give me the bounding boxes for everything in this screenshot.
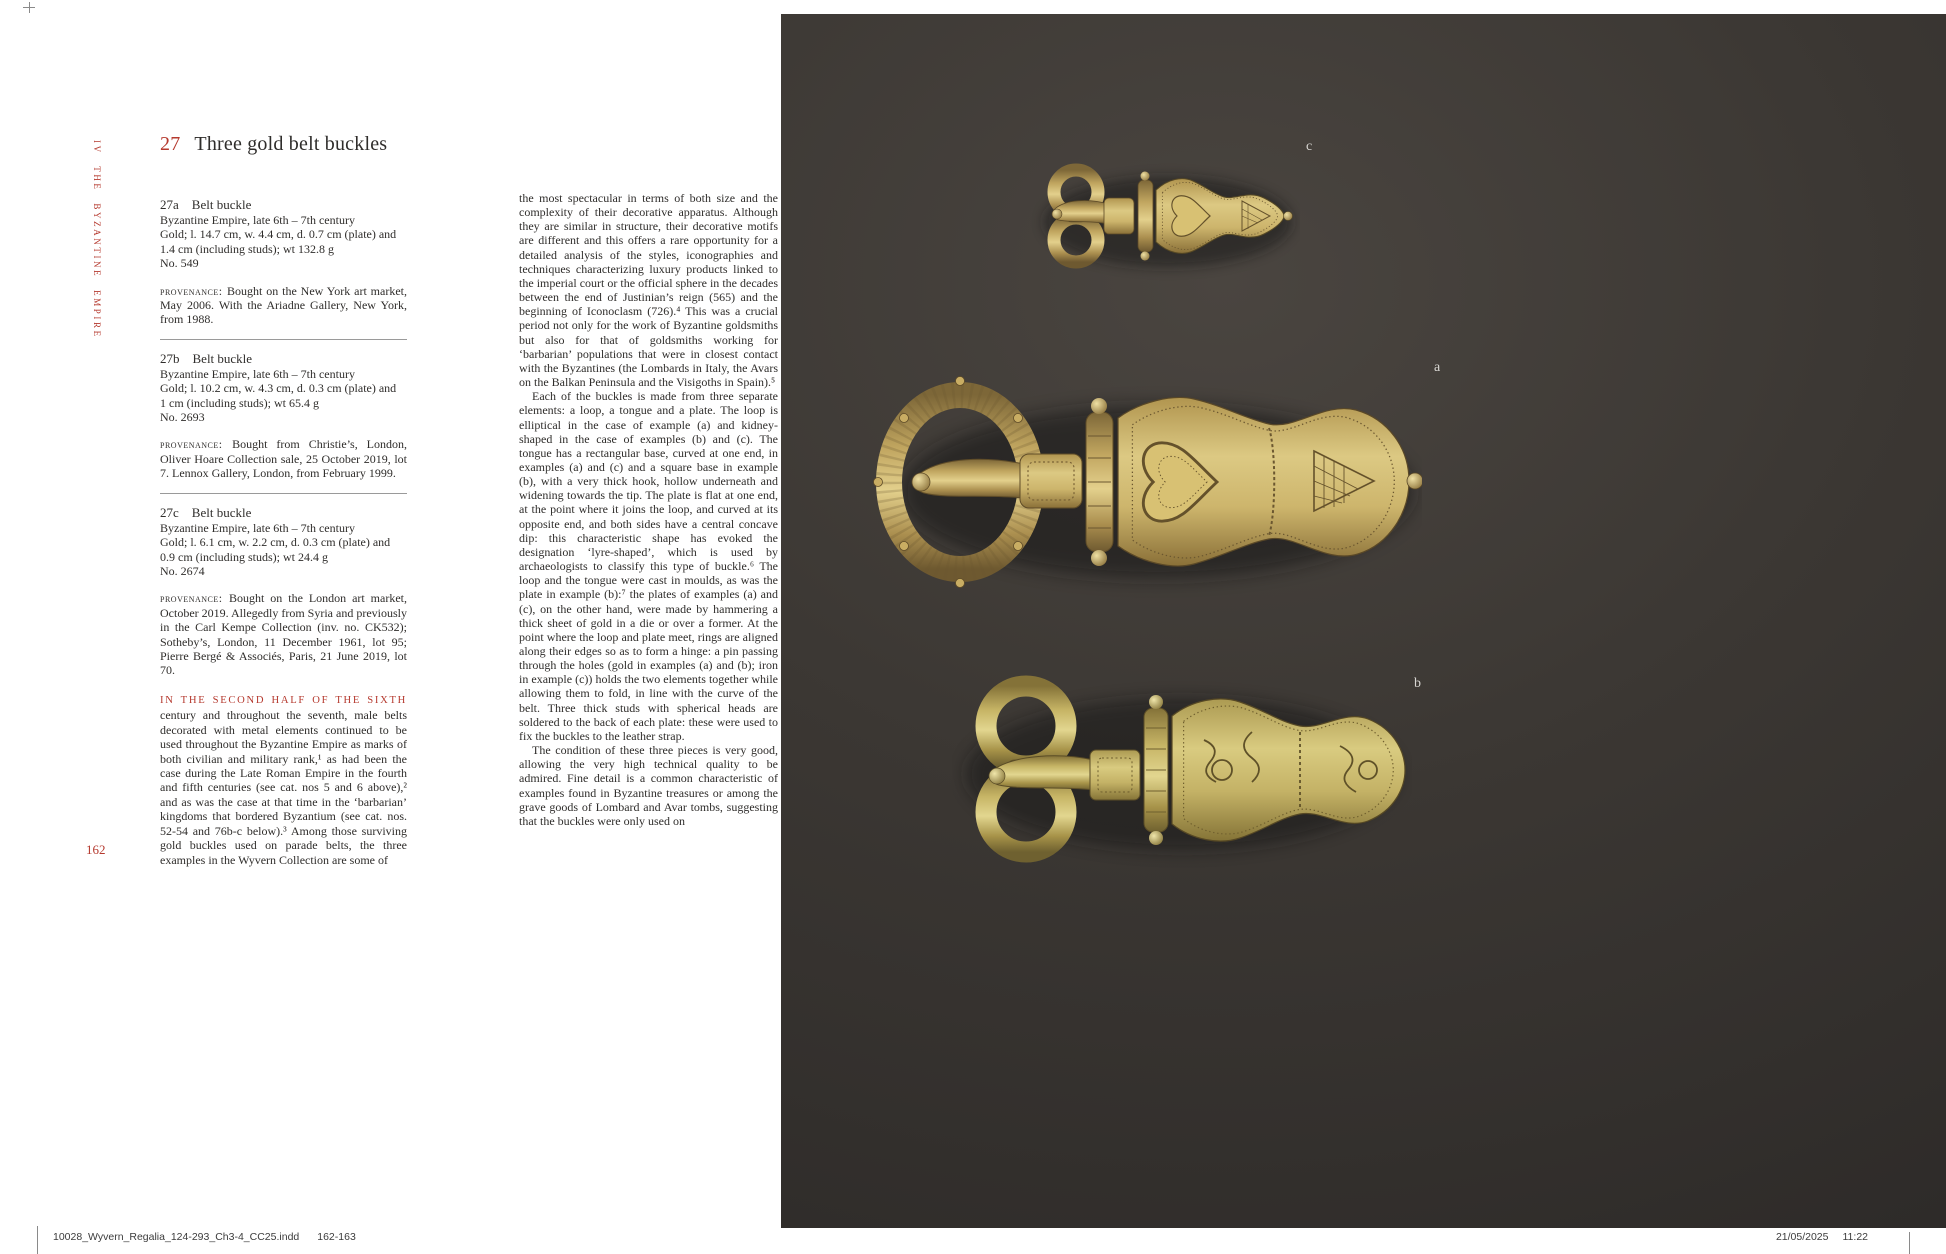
chapter-sidebar-label: IV THE BYZANTINE EMPIRE — [92, 140, 102, 339]
print-date: 21/05/2025 — [1775, 1231, 1829, 1243]
entry-detail-line: 0.9 cm (including studs); wt 24.4 g — [160, 549, 328, 564]
essay-text-col1: century and throughout the seventh, male belts decorated with metal elements continued to be used throughout the Byzantine Empire as marks of both civilian and military rank,¹ as had been the case during the Late Roman Empire in the fourth and fifth centuries (see cat. nos 5 and 6 above),² and as was the case at that time in the ‘barbarian’ kingdoms that bordered Byzantium (see cat. nos. 52-54 and 76b-c below).³ Among those surviving gold buckles used on parade belts, the three examples in the Wyvern Collection are some of — [160, 708, 407, 867]
spread-page-range: 162-163 — [317, 1231, 356, 1243]
figure-label-b: b — [1414, 676, 1421, 691]
provenance-label: provenance: — [160, 283, 228, 298]
essay-opening-paragraph — [160, 692, 407, 867]
entry-detail-line: No. 2674 — [160, 563, 205, 578]
entry-detail-line: 1 cm (including studs); wt 65.4 g — [160, 395, 319, 410]
page-number: 162 — [86, 842, 106, 857]
provenance-label: provenance: — [160, 591, 230, 606]
prepress-footer-left — [53, 1231, 356, 1243]
crop-mark-top-left-horizontal — [23, 7, 35, 8]
entry-detail-line: No. 549 — [160, 256, 199, 271]
plate-photograph — [781, 14, 1946, 1228]
provenance-label: provenance: — [160, 437, 233, 452]
provenance-text: Bought on the New York art market, May 2006. With the Ariadne Gallery, New York, from 1988. — [160, 283, 407, 327]
entry-id: 27a — [160, 197, 179, 212]
entry-object-name: Belt buckle — [191, 504, 252, 520]
entry-id: 27b — [160, 350, 180, 366]
entry-detail-line: Byzantine Empire, late 6th – 7th century — [160, 213, 355, 227]
provenance-paragraph — [160, 437, 407, 480]
entry-detail-line: Byzantine Empire, late 6th – 7th century — [160, 520, 355, 535]
belt-buckle-c-image — [1030, 152, 1300, 287]
indesign-filename: 10028_Wyvern_Regalia_124-293_Ch3-4_CC25.indd — [53, 1231, 300, 1243]
entry-detail-line: Byzantine Empire, late 6th – 7th century — [160, 366, 355, 381]
essay-paragraph-2: Each of the buckles is made from three separate elements: a loop, a tongue and a plate. The loop is elliptical in the case of example (a) and kidney-shaped in the case of examples (b) and (c). The tongue has a rectangular base, curved at one end, in examples (a) and (c) and a square base in example (b), with a very thick hook, hollow underneath and widening towards the tip. The plate is flat at one end, at the point where it joins the loop, and curved at its opposite end, and both sides have a central concave dip: this characteristic shape has evoked the designation ‘lyre-shaped’, which is used by archaeologists to classify this type of buckle.⁶ The loop and the tongue were cast in moulds, as was the plate in example (b):⁷ the plates of examples (a) and (c), on the other hand, were made by hammering a thick sheet of gold in a die or over a former. At the point where the loop and plate meet, rings are aligned along their edges so as to form a hinge: a pin passing through the holes (gold in examples (a) and (b); iron in example (c)) holds the two elements together while allowing them to fold, in line with the curve of the belt. Three thick studs with spherical heads are soldered to the back of each plate: these were used to fix the buckles to the leather strap. — [519, 389, 778, 743]
section-divider — [160, 493, 407, 494]
essay-paragraph-3: The condition of these three pieces is very good, allowing the very high technical quality to be admired. Fine detail is a common characteristic of examples found in Byzantine treasures or among the grave goods of Lombard and Avar tombs, suggesting that the buckles were only used on — [519, 743, 778, 828]
crop-mark-bottom-left — [37, 1226, 38, 1254]
essay-lead-in: IN THE SECOND HALF OF THE SIXTH — [160, 694, 407, 706]
provenance-text: Bought on the London art market, October 2019. Allegedly from Syria and previously in the Carl Kempe Collection (inv. no. CK532); Sotheby’s, London, 11 December 1961, lot 95; Pierre Bergé & Associés, Paris, 21 June 2019, lot 70. — [160, 591, 407, 678]
crop-mark-bottom-right — [1909, 1232, 1910, 1254]
entry-detail-line: No. 2693 — [160, 410, 205, 425]
entry-heading — [160, 505, 407, 520]
provenance-paragraph — [160, 284, 407, 327]
left-column — [160, 197, 407, 867]
entry-object-name: Belt buckle — [191, 197, 252, 212]
provenance-paragraph — [160, 591, 407, 677]
catalogue-title — [160, 133, 387, 156]
figure-label-a: a — [1434, 360, 1441, 375]
catalogue-entry-27a — [160, 197, 407, 327]
entry-heading — [160, 197, 407, 212]
entry-object-name: Belt buckle — [192, 350, 253, 366]
catalogue-entry-27b — [160, 351, 407, 481]
entry-detail-line: Gold; l. 6.1 cm, w. 2.2 cm, d. 0.3 cm (plate) and — [160, 535, 391, 550]
catalogue-number: 27 — [160, 133, 181, 155]
entry-heading — [160, 351, 407, 366]
entry-detail-line: Gold; l. 14.7 cm, w. 4.4 cm, d. 0.7 cm (plate) and — [160, 227, 397, 242]
catalogue-entry-27c — [160, 505, 407, 678]
center-column — [519, 191, 778, 828]
belt-buckle-a-image — [872, 360, 1422, 600]
prepress-footer-right — [1776, 1231, 1868, 1243]
catalogue-title-text: Three gold belt buckles — [194, 133, 388, 155]
provenance-text: Bought from Christie’s, London, Oliver Hoare Collection sale, 25 October 2019, lot 7. Lennox Gallery, London, from February 1999. — [160, 437, 407, 481]
belt-buckle-b-image — [952, 662, 1412, 877]
entry-detail-line: Gold; l. 10.2 cm, w. 4.3 cm, d. 0.3 cm (plate) and — [160, 381, 397, 396]
entry-id: 27c — [160, 504, 179, 520]
section-divider — [160, 339, 407, 340]
entry-detail-line: 1.4 cm (including studs); wt 132.8 g — [160, 241, 334, 256]
print-time: 11:22 — [1842, 1231, 1868, 1243]
figure-label-c: c — [1306, 139, 1313, 154]
essay-paragraph-1: the most spectacular in terms of both size and the complexity of their decorative apparatus. Although they are similar in structure, their decorative motifs are different and this offers a rare opportunity for a detailed analysis of the styles, iconographies and techniques characterizing luxury products linked to the imperial court or the official sphere in the decades between the end of Justinian’s reign (565) and the beginning of Iconoclasm (726).⁴ This was a crucial period not only for the work of Byzantine goldsmiths but also for that of goldsmiths working for ‘barbarian’ populations that were in closest contact with the Byzantines (the Lombards in Italy, the Avars on the Balkan Peninsula and the Visigoths in Spain).⁵ — [519, 191, 778, 390]
